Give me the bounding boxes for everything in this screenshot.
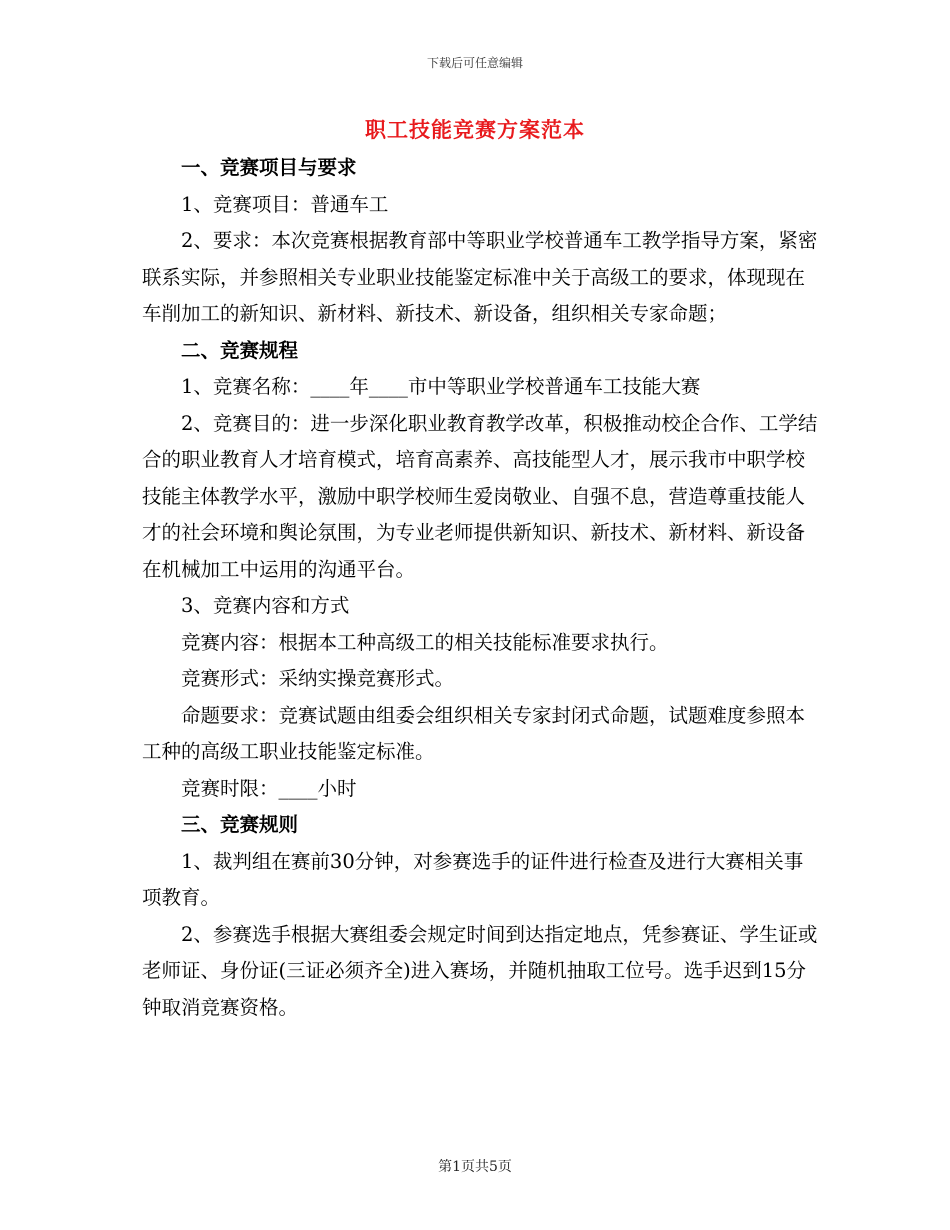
header-note: 下载后可任意编辑 <box>426 56 523 70</box>
document-title: 职工技能竞赛方案范本 <box>365 117 585 142</box>
paragraph: 2、参赛选手根据大赛组委会规定时间到达指定地点，凭参赛证、学生证或老师证、身份证(三证必须齐全)进入赛场，并随机抽取工位号。选手迟到15分钟取消竞赛资格。 <box>142 922 818 1019</box>
paragraph: 1、裁判组在赛前30分钟，对参赛选手的证件进行检查及进行大赛相关事项教育。 <box>142 849 804 909</box>
paragraph: 竞赛时限：____小时 <box>181 776 357 800</box>
paragraph: 竞赛形式：采纳实操竞赛形式。 <box>181 667 455 690</box>
document-body <box>142 150 822 1026</box>
section-heading: 二、竞赛规程 <box>181 338 299 362</box>
paragraph: 2、要求：本次竞赛根据教育部中等职业学校普通车工教学指导方案，紧密联系实际，并参照相关专业职业技能鉴定标准中关于高级工的要求，体现现在车削加工的新知识、新材料、新技术、新设备，组织相关专家命题； <box>142 229 818 325</box>
page-number: 第1页共5页 <box>438 1159 512 1175</box>
paragraph: 1、竞赛名称：____年____市中等职业学校普通车工技能大赛 <box>181 375 701 398</box>
paragraph: 3、竞赛内容和方式 <box>181 594 350 617</box>
paragraph: 竞赛内容：根据本工种高级工的相关技能标准要求执行。 <box>181 630 669 654</box>
paragraph: 2、竞赛目的：进一步深化职业教育教学改革，积极推动校企合作、工学结合的职业教育人才培育模式，培育高素养、高技能型人才，展示我市中职学校技能主体教学水平，激励中职学校师生爱岗敬业、自强不息，营造尊重技能人才的社会环境和舆论氛围，为专业老师提供新知识、新技术、新材料、新设备在机械加工中运用的沟通平台。 <box>142 411 818 581</box>
paragraph: 1、竞赛项目：普通车工 <box>181 192 389 216</box>
paragraph: 命题要求：竞赛试题由组委会组织相关专家封闭式命题，试题难度参照本工种的高级工职业技能鉴定标准。 <box>142 703 806 763</box>
section-heading: 一、竞赛项目与要求 <box>181 156 357 179</box>
section-heading: 三、竞赛规则 <box>181 813 299 836</box>
